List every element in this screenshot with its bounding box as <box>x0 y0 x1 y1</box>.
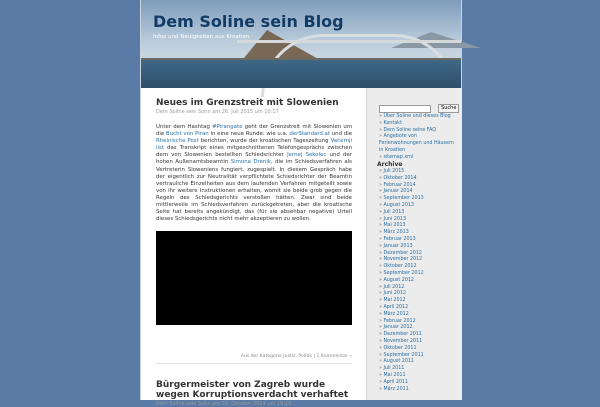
post-inline-link[interactable]: #Pirangate <box>212 124 243 130</box>
archive-month-link[interactable]: » Oktober 2012 <box>379 264 459 271</box>
archive-month-link[interactable]: » September 2012 <box>379 271 459 278</box>
post-text: Unter dem Hashtag <box>156 124 213 130</box>
archive-month-link[interactable]: » Juli 2013 <box>379 210 459 217</box>
archive-month-link[interactable]: » August 2013 <box>379 203 459 210</box>
page-container <box>140 0 462 407</box>
archive-month-link[interactable]: » Mai 2012 <box>379 298 459 305</box>
bridge-deck-image <box>237 40 461 43</box>
archive-month-link[interactable]: » Januar 2014 <box>379 189 459 196</box>
archive-month-link[interactable]: » Februar 2013 <box>379 237 459 244</box>
post-inline-link[interactable]: Večernji list <box>156 138 352 152</box>
archive-month-link[interactable]: » Dezember 2012 <box>379 251 459 258</box>
post-text: und die <box>329 131 353 138</box>
post-meta: Dem Soline sein Sohn am 22. Oktober 2014 um 19:10 <box>156 401 292 407</box>
blog-title-link[interactable]: Dem Soline sein Blog <box>153 12 344 31</box>
archive-month-link[interactable]: » Februar 2012 <box>379 319 459 326</box>
post-text: geht der Grenzstreit mit Slowenien um die <box>156 124 352 138</box>
post-footer-divider: | <box>312 354 317 360</box>
content-area <box>156 98 352 407</box>
post-title-link[interactable]: Neues im Grenzstreit mit Slowenien <box>156 98 339 108</box>
sidebar-page-link[interactable]: » Über Soline und dieses Blog <box>379 114 459 121</box>
post-inline-link[interactable]: Bucht von Piran <box>166 131 209 138</box>
sidebar <box>366 88 462 400</box>
post-text: und der hohen Außenamtsbeamtin <box>156 152 353 166</box>
embedded-video-player[interactable] <box>156 231 352 325</box>
archive-month-link[interactable]: » Juni 2013 <box>379 217 459 224</box>
archive-month-link[interactable]: » Juli 2012 <box>379 285 459 292</box>
post-text: berichten, wurde der kroatischen Tageszeitung <box>198 138 331 145</box>
archive-month-link[interactable]: » September 2011 <box>379 353 459 360</box>
archive-month-link[interactable]: » Dezember 2011 <box>379 332 459 339</box>
archive-month-link[interactable]: » Mai 2013 <box>379 223 459 230</box>
archive-month-link[interactable]: » Februar 2014 <box>379 183 459 190</box>
archive-month-link[interactable]: » August 2012 <box>379 278 459 285</box>
archive-month-link[interactable]: » September 2013 <box>379 196 459 203</box>
archive-list <box>379 169 459 393</box>
archive-month-link[interactable]: » Oktober 2011 <box>379 346 459 353</box>
archive-month-link[interactable]: » März 2012 <box>379 312 459 319</box>
post-footer <box>156 354 352 359</box>
blog-description: Infos und Neuigkeiten aus Kroatien <box>153 34 250 40</box>
archive-month-link[interactable]: » August 2011 <box>379 359 459 366</box>
sidebar-page-link[interactable]: » Dem Soline seine FAQ <box>379 128 459 135</box>
archive-month-link[interactable]: » Juli 2015 <box>379 169 459 176</box>
post-divider <box>156 363 352 364</box>
archive-month-link[interactable]: » April 2012 <box>379 305 459 312</box>
post <box>156 380 352 407</box>
sea-image <box>141 60 461 88</box>
archive-month-link[interactable]: » Januar 2013 <box>379 244 459 251</box>
archive-month-link[interactable]: » Juli 2011 <box>379 366 459 373</box>
search-button[interactable]: Suche <box>438 104 459 113</box>
archive-month-link[interactable]: » Mai 2011 <box>379 373 459 380</box>
post-comments-link[interactable]: 1 Kommentar » <box>316 354 352 360</box>
sidebar-page-link[interactable]: » sitemap.xml <box>379 155 459 162</box>
archive-month-link[interactable]: » Oktober 2014 <box>379 176 459 183</box>
post-text: , die im Schiedsverfahren als Vertreterin Sloweniens fungiert, zugespielt. In diesem Gespräch habe der eigentlich zur Neutralität verpflichtete Schiedsrichter der Beamtin vertrauliche Einzelheiten aus dem laufenden Verfahren mitgeteilt sowie von ihr weitere Instruktionen erhalten, womit sie beide grob gegen die Regeln des Schiedsgerichts verstoßen hätten. Zwar sind beide mittlerweile im Schiedsverfahren zurückgetreten, aber die kroatische Seite hat bereits angekündigt, das (für sie absehbar negative) Urteil dieses Schiedsgerichts nicht mehr akzeptieren zu wollen. <box>156 159 352 223</box>
post-body <box>156 124 352 223</box>
post-text: das Transkript eines mitgeschnittenen Telefongesprächs zwischen dem von Slowenien bestellten Schiedsrichter <box>156 145 352 159</box>
archive-heading: Archive <box>377 161 403 168</box>
pages-list <box>379 114 459 162</box>
header-banner <box>141 0 461 88</box>
sidebar-page-link[interactable]: » Kontakt <box>379 121 459 128</box>
post <box>156 98 352 364</box>
sidebar-page-link[interactable]: » Angebote von Ferienwohnungen und Häusern in Kroatien <box>379 134 459 154</box>
post-title-link[interactable]: Bürgermeister von Zagreb wurde wegen Korruptionsverdacht verhaftet <box>156 380 349 401</box>
post-category-prefix: Aus der Kategorie <box>240 354 284 360</box>
search-input[interactable] <box>379 105 431 113</box>
archive-month-link[interactable]: » November 2012 <box>379 257 459 264</box>
post-text: in eine neue Runde: wie u.a. <box>208 131 290 138</box>
post-inline-link[interactable]: Simona Drenik <box>230 159 271 166</box>
archive-month-link[interactable]: » April 2011 <box>379 380 459 387</box>
post-inline-link[interactable]: Rheinische Post <box>156 138 199 145</box>
post-category-link[interactable]: Justiz, Politik <box>283 354 313 360</box>
archive-month-link[interactable]: » Juni 2012 <box>379 291 459 298</box>
post-meta: Dem Soline sein Sohn am 26. Juli 2015 um 10:17 <box>156 109 279 115</box>
archive-month-link[interactable]: » Januar 2012 <box>379 325 459 332</box>
post-inline-link[interactable]: derStandard.at <box>289 131 330 138</box>
archive-month-link[interactable]: » November 2011 <box>379 339 459 346</box>
post-inline-link[interactable]: Jernej Sekolec <box>287 152 327 159</box>
archive-month-link[interactable]: » März 2011 <box>379 387 459 394</box>
archive-month-link[interactable]: » März 2013 <box>379 230 459 237</box>
